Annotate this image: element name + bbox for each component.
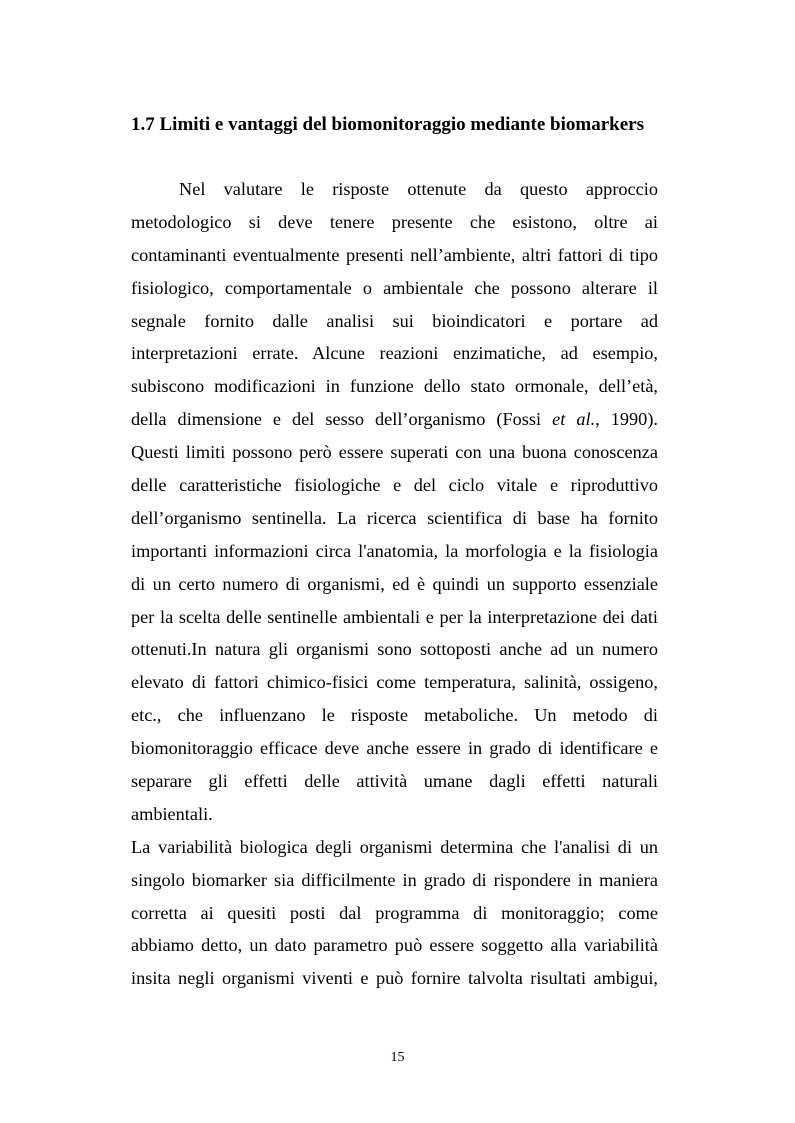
text-line: importanti informazioni circa l'anatomia, la morfologia e la fisiologia <box>131 540 658 561</box>
citation-line <box>131 403 658 436</box>
text-line: ambientali. <box>131 803 213 824</box>
section-heading: 1.7 Limiti e vantaggi del biomonitoraggio mediante biomarkers <box>131 114 644 135</box>
text-line: separare gli effetti delle attività umane dagli effetti naturali <box>131 771 658 792</box>
body-text <box>131 173 658 995</box>
text-line: corretta ai quesiti posti dal programma di monitoraggio; come <box>131 902 658 923</box>
text-line: dell’organismo sentinella. La ricerca scientifica di base ha fornito <box>131 507 658 528</box>
text-line: etc., che influenzano le risposte metaboliche. Un metodo di <box>131 705 658 726</box>
text-line: di un certo numero di organismi, ed è quindi un supporto essenziale <box>131 573 658 594</box>
text-line: segnale fornito dalle analisi sui bioindicatori e portare ad <box>131 310 658 331</box>
text-line: ottenuti.In natura gli organismi sono sottoposti anche ad un numero <box>131 639 658 660</box>
text-line: Questi limiti possono però essere superati con una buona conoscenza <box>131 442 658 463</box>
citation-italic: et al. <box>552 409 596 430</box>
text-line: abbiamo detto, un dato parametro può essere soggetto alla variabilità <box>131 935 658 956</box>
text-line: insita negli organismi viventi e può fornire talvolta risultati ambigui, <box>131 968 658 989</box>
text-line: contaminanti eventualmente presenti nell’ambiente, altri fattori di tipo <box>131 244 658 265</box>
text-line: Nel valutare le risposte ottenute da questo approccio <box>179 179 658 199</box>
text-line: delle caratteristiche fisiologiche e del ciclo vitale e riproduttivo <box>131 475 658 496</box>
citation-text-before: della dimensione e del sesso dell’organismo (Fossi <box>131 409 553 430</box>
text-line: per la scelta delle sentinelle ambientali e per la interpretazione dei dati <box>131 606 658 627</box>
text-line: biomonitoraggio efficace deve anche essere in grado di identificare e <box>131 738 658 759</box>
text-line: singolo biomarker sia difficilmente in grado di rispondere in maniera <box>131 869 658 890</box>
text-line: metodologico si deve tenere presente che esistono, oltre ai <box>131 211 658 232</box>
text-line: La variabilità biologica degli organismi determina che l'analisi di un <box>131 836 658 857</box>
text-line: subiscono modificazioni in funzione dello stato ormonale, dell’età, <box>131 376 658 397</box>
citation-text-after: , 1990). <box>595 409 658 430</box>
page-number: 15 <box>390 1050 405 1065</box>
text-line: elevato di fattori chimico-fisici come temperatura, salinità, ossigeno, <box>131 672 658 693</box>
text-line: interpretazioni errate. Alcune reazioni enzimatiche, ad esempio, <box>131 343 658 364</box>
text-line: fisiologico, comportamentale o ambientale che possono alterare il <box>131 277 658 298</box>
